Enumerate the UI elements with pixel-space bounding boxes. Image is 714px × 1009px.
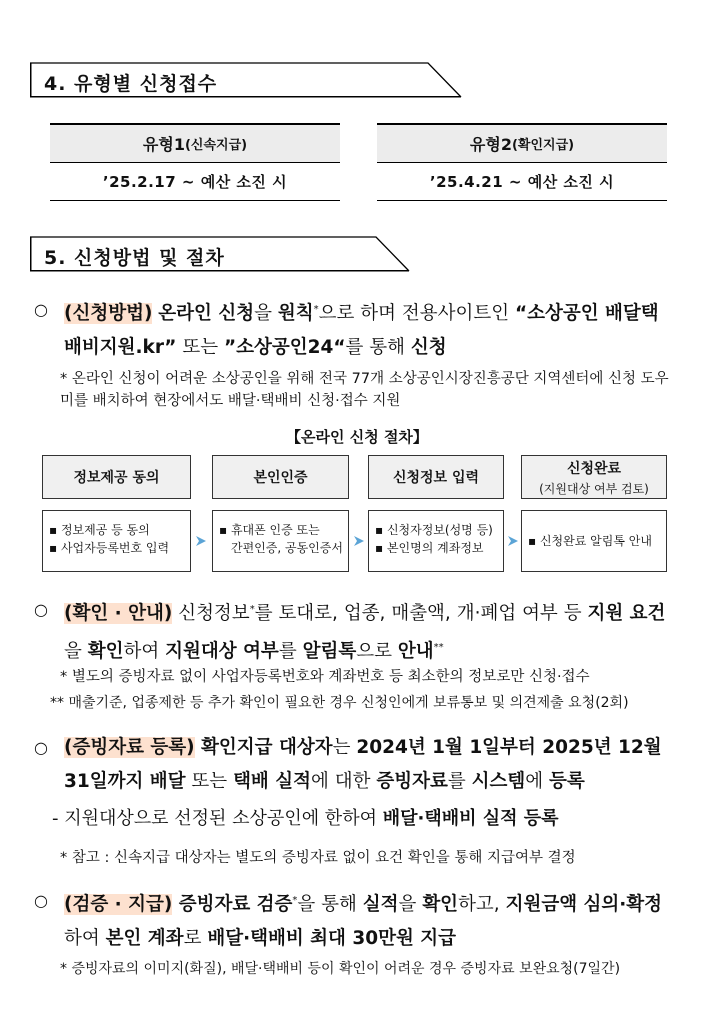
type-card-header — [377, 123, 667, 163]
bullet-circle-icon: ○ — [34, 600, 48, 619]
type-name: 유형2 — [469, 135, 512, 154]
type-name: 유형1 — [142, 135, 185, 154]
type-card-2 — [377, 123, 667, 201]
section-4-header — [30, 62, 462, 98]
bullet-circle-icon: ○ — [34, 300, 48, 319]
step-box-complete: 신청완료 (지원대상 여부 검토) — [521, 455, 667, 499]
step-detail-complete: ▪ 신청완료 알림톡 안내 — [521, 510, 667, 572]
step-box-auth: 본인인증 — [212, 455, 349, 499]
step-detail-consent: ▪ 정보제공 등 동의 ▪ 사업자등록번호 입력 — [42, 510, 191, 572]
type-period: ’25.4.21 ~ 예산 소진 시 — [377, 163, 667, 201]
tag-verify-pay: (검증 · 지급) — [64, 894, 173, 916]
bullet-circle-icon: ○ — [34, 738, 48, 757]
step-detail-info: ▪ 신청자정보(성명 등) ▪ 본인명의 계좌정보 — [368, 510, 504, 572]
note-minimal-info: * 별도의 증빙자료 없이 사업자등록번호와 계좌번호 등 최소한의 정보로만 신청·접수 — [60, 669, 590, 685]
dash-line-eligible: - 지원대상으로 선정된 소상공인에 한하여 배달·택배비 실적 등록 — [52, 808, 559, 829]
type-note: (확인지급) — [511, 138, 575, 153]
type-card-1 — [50, 123, 340, 201]
chevron-right-icon — [506, 534, 520, 548]
paragraph-verify-pay: ○ (검증 · 지급) 증빙자료 검증*을 통해 실적을 확인하고, 지원금액 심의·확정하여 본인 계좌로 배달·택배비 최대 30만원 지급 — [34, 884, 674, 956]
tag-apply-method: (신청방법) — [64, 303, 153, 325]
note-hold-notice: ** 매출기준, 업종제한 등 추가 확인이 필요한 경우 신청인에게 보류통보 및 의견제출 요청(2회) — [50, 695, 629, 711]
site-name-2: ”소상공인24“ — [223, 337, 346, 359]
chevron-right-icon — [194, 534, 208, 548]
procedure-title: 【온라인 신청 절차】 — [286, 428, 428, 446]
note-fast-pay: * 참고 : 신속지급 대상자는 별도의 증빙자료 없이 요건 확인을 통해 지급여부 결정 — [60, 850, 576, 866]
type-note: (신속지급) — [184, 138, 248, 153]
bullet-circle-icon: ○ — [34, 891, 48, 910]
paragraph-evidence-register: ○ (증빙자료 등록) 확인지급 대상자는 2024년 1월 1일부터 2025년 12월 31일까지 배달 또는 택배 실적에 대한 증빙자료를 시스템에 등록 — [34, 731, 674, 799]
note-supplement-request: * 증빙자료의 이미지(화질), 배달·택배비 등이 확인이 어려운 경우 증빙자료 보완요청(7일간) — [60, 961, 621, 977]
tag-confirm-notice: (확인 · 안내) — [64, 603, 173, 625]
paragraph-confirm-notice: ○ (확인 · 안내) 신청정보*를 토대로, 업종, 매출액, 개·폐업 여부 등 지원 요건을 확인하여 지원대상 여부를 알림톡으로 안내** — [34, 593, 674, 669]
chevron-right-icon — [352, 534, 366, 548]
type-period: ’25.2.17 ~ 예산 소진 시 — [50, 163, 340, 201]
tag-evidence-register: (증빙자료 등록) — [64, 737, 195, 758]
section-4-title: 4. 유형별 신청접수 — [44, 73, 218, 95]
paragraph-apply-method: ○ (신청방법) 온라인 신청을 원칙*으로 하며 전용사이트인 “소상공인 배달택배비지원.kr” 또는 ”소상공인24“를 통해 신청 — [34, 293, 674, 365]
type-card-header — [50, 123, 340, 163]
section-5-title: 5. 신청방법 및 절차 — [44, 247, 225, 269]
note-offline-help: * 온라인 신청이 어려운 소상공인을 위해 전국 77개 소상공인시장진흥공단 지역센터에 신청 도우미를 배치하여 현장에서도 배달·택배비 신청·접수 지원 — [60, 371, 669, 409]
step-detail-auth: ▪ 휴대폰 인증 또는 간편인증, 공동인증서 — [212, 510, 349, 572]
step-box-consent: 정보제공 동의 — [42, 455, 191, 499]
step-box-info: 신청정보 입력 — [368, 455, 504, 499]
site-name: “소상공인 배달택배비지원.kr” — [64, 303, 659, 359]
section-5-header — [30, 236, 410, 272]
